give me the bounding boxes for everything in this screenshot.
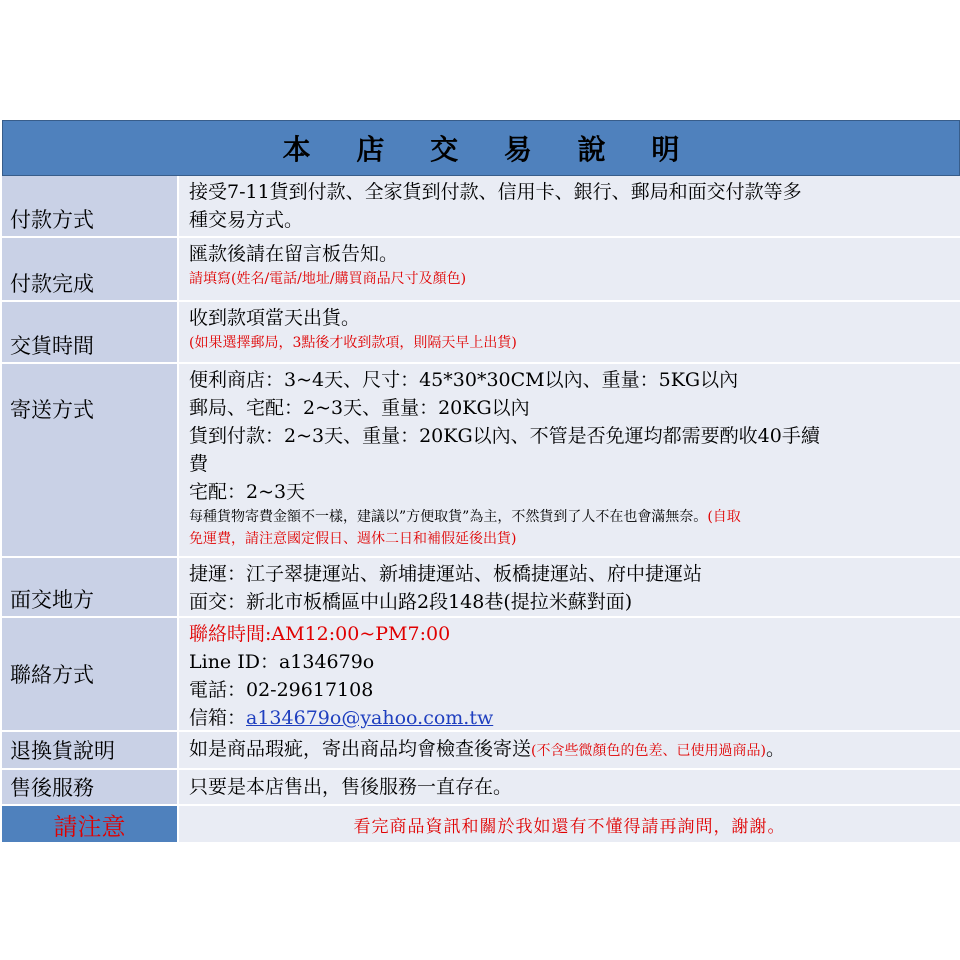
- row-meetup: [2, 558, 960, 618]
- row-label: 聯絡方式: [2, 618, 177, 730]
- returns-line: [189, 735, 785, 765]
- text-line: 便利商店：3~4天、尺寸：45*30*30CM以內、重量：5KG以內: [189, 369, 739, 391]
- row-label: 付款方式: [2, 176, 177, 236]
- row-label: 面交地方: [2, 558, 177, 616]
- row-content: [177, 806, 960, 842]
- row-shipping: [2, 364, 960, 558]
- returns-end: 。: [765, 738, 785, 760]
- notice-text: 看完商品資訊和關於我如還有不懂得請再詢問，謝謝。: [353, 816, 786, 837]
- row-payment-complete: [2, 238, 960, 302]
- row-label: 寄送方式: [2, 364, 177, 556]
- row-content: [177, 364, 960, 556]
- text-line: 收到款項當天出貨。: [189, 307, 361, 329]
- contact-hours: 聯絡時間:AM12:00~PM7:00: [189, 623, 451, 645]
- text-line: 匯款後請在留言板告知。: [189, 243, 399, 265]
- transaction-info-table: [2, 120, 960, 842]
- row-label: 付款完成: [2, 238, 177, 300]
- notice-label: 請注意: [53, 812, 126, 841]
- email-prefix: 信箱：: [189, 707, 247, 729]
- row-payment-method: [2, 176, 960, 238]
- row-notice: [2, 806, 960, 842]
- shipping-note: [189, 506, 960, 528]
- contact-email-line: [189, 704, 960, 732]
- row-content: [177, 302, 960, 362]
- email-link[interactable]: a134679o@yahoo.com.tw: [246, 707, 494, 729]
- contact-phone: 電話：02-29617108: [189, 679, 374, 701]
- title-bar: [2, 120, 960, 176]
- row-content: [177, 618, 960, 730]
- returns-text: 如是商品瑕疵，寄出商品均會檢查後寄送: [189, 738, 532, 760]
- text-line: 郵局、宅配：2~3天、重量：20KG以內: [189, 397, 530, 419]
- shipping-note-red: (自取: [707, 509, 741, 525]
- text-line: 接受7-11貨到付款、全家貨到付款、信用卡、銀行、郵局和面交付款等多: [189, 181, 802, 203]
- row-delivery-time: [2, 302, 960, 364]
- page-title: 本 店 交 易 說 明: [282, 133, 698, 166]
- text-line: 面交：新北市板橋區中山路2段148巷(提拉米蘇對面): [189, 591, 633, 613]
- text-line: 種交易方式。: [189, 209, 304, 231]
- row-label: 售後服務: [2, 770, 177, 804]
- shipping-note-red-continued: 免運費，請注意國定假日、週休二日和補假延後出貨): [189, 531, 517, 547]
- row-after-sales: [2, 770, 960, 806]
- shipping-note-text: 每種貨物寄費金額不一樣，建議以”方便取貨”為主，不然貨到了人不在也會滿無奈。: [189, 509, 708, 525]
- notice-label-cell: [2, 806, 177, 842]
- text-line: 宅配：2~3天: [189, 481, 306, 503]
- text-line: 貨到付款：2~3天、重量：20KG以內、不管是否免運均都需要酌收40手續: [189, 425, 820, 447]
- row-returns: [2, 732, 960, 770]
- contact-line-id: Line ID：a134679o: [189, 651, 375, 673]
- text-line: 費: [189, 453, 209, 475]
- row-content: [177, 732, 960, 768]
- row-label: 交貨時間: [2, 302, 177, 362]
- red-note: 請填寫(姓名/電話/地址/購買商品尺寸及顏色): [189, 271, 467, 287]
- row-content: [177, 770, 960, 804]
- row-content: [177, 176, 960, 236]
- text-line: 只要是本店售出，售後服務一直存在。: [189, 776, 513, 798]
- returns-note-red: (不含些微顏色的色差、已使用過商品): [531, 743, 766, 759]
- red-note: (如果選擇郵局，3點後才收到款項，則隔天早上出貨): [189, 335, 517, 351]
- row-content: [177, 558, 960, 616]
- text-line: 捷運：江子翠捷運站、新埔捷運站、板橋捷運站、府中捷運站: [189, 563, 703, 585]
- row-content: [177, 238, 960, 300]
- row-contact: [2, 618, 960, 732]
- row-label: 退換貨說明: [2, 732, 177, 768]
